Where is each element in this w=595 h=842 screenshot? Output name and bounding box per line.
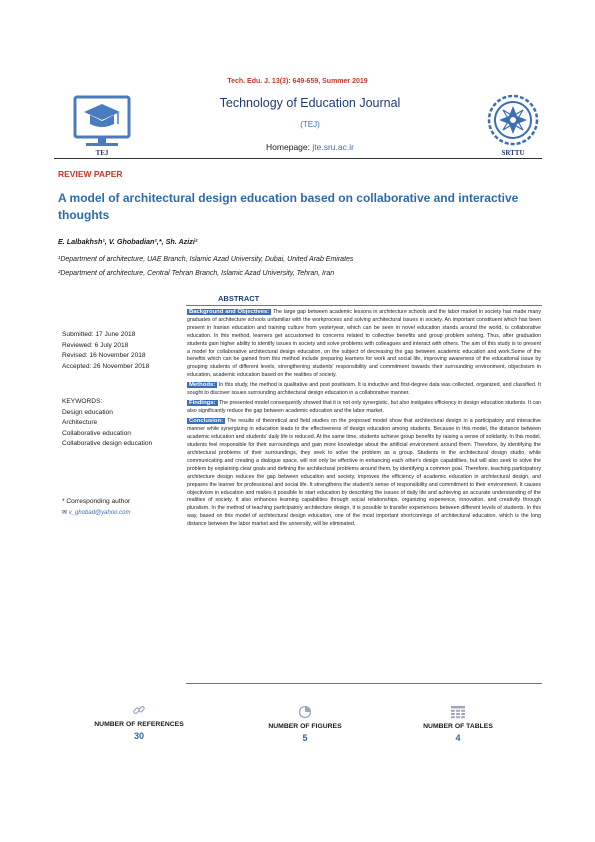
journal-abbreviation: (TEJ) [300, 120, 320, 129]
pie-chart-icon [298, 705, 312, 719]
keyword: Collaborative education [62, 429, 131, 437]
keywords-heading: KEYWORDS: [62, 398, 103, 405]
findings-text: The presented model consequently showed that it is not only synergistic, but also instigates efficiency in design education students. It can also significantly reduce the gap between academic education and the labor market. [187, 400, 541, 415]
corresponding-block [62, 497, 182, 518]
references-label: NUMBER OF REFERENCES [94, 721, 184, 728]
tables-stat [383, 705, 533, 743]
abstract-methods [187, 382, 541, 398]
journal-homepage [160, 142, 460, 152]
abstract-bottom-rule [186, 683, 542, 684]
affiliation-2: ²Department of architecture, Central Tehran Branch, Islamic Azad University, Tehran, Iran [58, 270, 335, 277]
corresponding-label: * Corresponding author [62, 498, 131, 505]
header-divider [54, 158, 542, 159]
conclusion-label: Conclusion: [189, 418, 224, 425]
background-label: Background and Objectives: [189, 309, 270, 315]
accepted-date: Accepted: 26 November 2018 [62, 362, 150, 370]
tables-count: 4 [455, 733, 461, 743]
corresponding-email-row [62, 508, 182, 519]
svg-text:TEJ: TEJ [95, 149, 109, 157]
keyword: Architecture [62, 419, 98, 426]
keywords-block [62, 397, 182, 450]
srttu-logo [482, 92, 544, 158]
homepage-label: Homepage: [266, 142, 310, 152]
corresponding-email[interactable]: v_ghobad@yahoo.com [68, 509, 131, 516]
abstract-top-rule [186, 305, 542, 306]
paper-title: A model of architectural design education based on collaborative and interactive thoughts [58, 191, 519, 222]
figures-stat [230, 705, 380, 743]
references-stat [64, 703, 214, 741]
table-icon [450, 705, 466, 719]
methods-text: In this study, the method is qualitative and post positivism. It is inductive and first-degree data was collected, organized, and classified. It sought to discover issues surrounding architectural design education in a collaborative manner. [187, 382, 541, 397]
submitted-date: Submitted: 17 June 2018 [62, 331, 136, 338]
keyword: Design education [62, 408, 113, 416]
srttu-seal-icon [482, 92, 544, 158]
tej-logo [72, 94, 132, 158]
findings-label: Findings: [189, 400, 216, 407]
abstract-body [187, 309, 541, 531]
reviewed-date: Reviewed: 6 July 2018 [62, 341, 129, 349]
references-count: 30 [133, 731, 144, 741]
tables-label: NUMBER OF TABLES [423, 723, 493, 730]
figures-count: 5 [302, 733, 308, 743]
journal-title: Technology of Education Journal [219, 96, 401, 110]
revised-date: Revised: 16 November 2018 [62, 352, 146, 359]
journal-citation: Tech. Edu. J. 13(3): 649-659, Summer 2019 [227, 78, 368, 85]
abstract-findings [187, 400, 541, 416]
paper-type: REVIEW PAPER [58, 169, 123, 179]
abstract-conclusion [187, 418, 541, 529]
methods-label: Methods: [189, 382, 216, 389]
keyword: Collaborative design education [62, 440, 153, 447]
affiliation-1: ¹Department of architecture, UAE Branch, Islamic Azad University, Dubai, United Arab Emirates [58, 256, 354, 263]
background-text: The large gap between academic lessons in architecture schools and the labor market in society has made many graduates of architecture schools unfamiliar with the workprocess and solving architectural issues in society. An important constituent which has been present in Iranian education and training culture from yesteryear, which can be seen in novel education stands around the world, is collaborative education. In this method, learners get accustomed to concerns related to collective benefits and group problem solving. Thus, after graduation students gain higher ability to identify issues in society and solve problems with colleagues and interact with others. The aim of this study is to present a model for collaborative architectural design education, on the subject of decreasing the gap between academic education and work.Some of the benefits which can be gained from this method include preparing learners for work and social life, improving awareness of the educational issue by grouping students of different levels, strengthening students' responsibility and commitment towards their surrounding environment, objectivism in education, academic education based on the realities of society. [187, 309, 541, 379]
link-icon [132, 703, 146, 717]
homepage-link[interactable]: jte.sru.ac.ir [312, 142, 354, 152]
figures-label: NUMBER OF FIGURES [268, 723, 342, 730]
article-dates [62, 330, 182, 372]
conclusion-text: The results of theoretical and field studies on the proposed model show that architectural design in a participatory and interactive manner while synergizing in education leads to the effectiveness of design education among students. Because in this model, the distance between academic education and students' daily life is reduced. At the same time, students achieve group benefits by raising a sense of solidarity. In this model, students feel responsible for their surroundings and gain more knowledge about the artificial environment around them. Therefore, by identifying the architectural problems of their surroundings, they seek to solve the problem as a group. Students in the architectural design studio, while communicating and creating a dialogue space, will not only be effective in enhancing each other's design capabilities, but will also seek to solve the problem by explaining clear goals and defining the architectural problems around them, by identifying a common goal. Therefore, teaching participatory architecture design reduces the gap between education and society, improves the efficiency of academic education in architectural design, and prepares the learner for professional and social life. It strengthens the student's sense of responsibility and commitment to their environment. It causes objectivism in education and makes it possible to start education by describing the issues of daily life and achieving an accurate understanding of the realities of society. It also enhances learning capabilities through social relationships, organizing experience, innovation, and creativity through pluralism. In the method of teaching participatory architecture design, it is possible to transfer experiences between different levels of students. In this way, based on this model of architectural design education, one of the most important shortcomings of architectural education, which is the long distance between the labor market and the university, will be eliminated. [187, 418, 541, 528]
svg-text:SRTTU: SRTTU [501, 149, 525, 157]
abstract-heading: ABSTRACT [218, 294, 260, 303]
tej-logo-icon [72, 94, 132, 158]
abstract-background [187, 309, 541, 380]
authors: E. Lalbakhsh¹, V. Ghobadian²,*, Sh. Azizi² [58, 237, 198, 246]
email-icon: ✉ [62, 509, 68, 516]
